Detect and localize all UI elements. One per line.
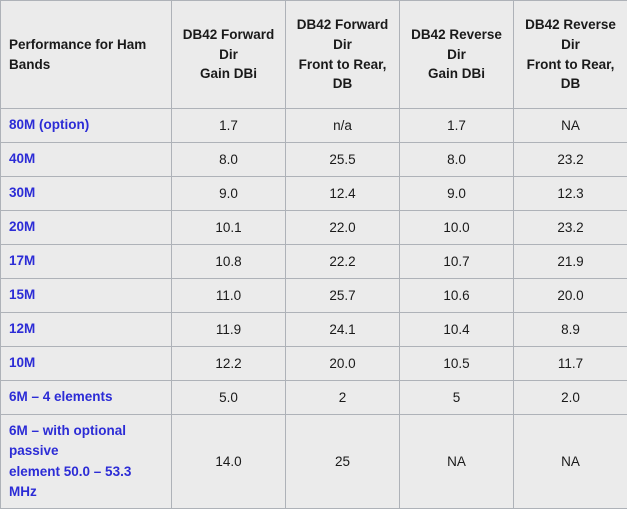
cell-reverse-front-to-rear: 12.3 [514,177,627,211]
table-row [1,109,627,143]
cell-forward-front-to-rear: 2 [286,381,400,415]
cell-reverse-gain: 8.0 [400,143,514,177]
cell-forward-front-to-rear: 25.7 [286,279,400,313]
band-label: 10M [1,347,172,381]
cell-reverse-front-to-rear: 21.9 [514,245,627,279]
band-label: 6M – 4 elements [1,381,172,415]
band-label: 17M [1,245,172,279]
cell-reverse-front-to-rear: 20.0 [514,279,627,313]
cell-reverse-front-to-rear: NA [514,109,627,143]
cell-forward-front-to-rear: 24.1 [286,313,400,347]
column-header-reverse-gain: DB42 Reverse Dir Gain DBi [400,1,514,109]
table-row [1,143,627,177]
cell-forward-gain: 5.0 [172,381,286,415]
table-row [1,381,627,415]
cell-reverse-gain: NA [400,415,514,509]
band-label: 12M [1,313,172,347]
cell-reverse-front-to-rear: 23.2 [514,211,627,245]
cell-forward-front-to-rear: 25.5 [286,143,400,177]
cell-reverse-front-to-rear: NA [514,415,627,509]
table-row [1,313,627,347]
cell-forward-gain: 9.0 [172,177,286,211]
cell-reverse-front-to-rear: 11.7 [514,347,627,381]
cell-forward-gain: 11.0 [172,279,286,313]
band-label: 15M [1,279,172,313]
cell-reverse-gain: 1.7 [400,109,514,143]
table-row [1,211,627,245]
band-label: 30M [1,177,172,211]
table-header-row [1,1,627,109]
cell-forward-gain: 10.1 [172,211,286,245]
column-header-reverse-front-to-rear: DB42 Reverse Dir Front to Rear, DB [514,1,627,109]
band-label: 20M [1,211,172,245]
column-header-forward-gain: DB42 Forward Dir Gain DBi [172,1,286,109]
table-row [1,279,627,313]
cell-forward-gain: 1.7 [172,109,286,143]
cell-reverse-gain: 9.0 [400,177,514,211]
cell-forward-front-to-rear: n/a [286,109,400,143]
table-row [1,245,627,279]
cell-reverse-gain: 10.0 [400,211,514,245]
table-body [1,109,627,509]
column-header-forward-front-to-rear: DB42 Forward Dir Front to Rear, DB [286,1,400,109]
cell-forward-front-to-rear: 22.0 [286,211,400,245]
cell-reverse-front-to-rear: 23.2 [514,143,627,177]
cell-forward-front-to-rear: 20.0 [286,347,400,381]
column-header-performance: Performance for Ham Bands [1,1,172,109]
cell-reverse-gain: 10.6 [400,279,514,313]
cell-forward-front-to-rear: 12.4 [286,177,400,211]
band-label: 40M [1,143,172,177]
cell-reverse-gain: 10.7 [400,245,514,279]
cell-forward-gain: 11.9 [172,313,286,347]
cell-forward-gain: 8.0 [172,143,286,177]
cell-reverse-gain: 10.4 [400,313,514,347]
cell-forward-gain: 12.2 [172,347,286,381]
cell-forward-gain: 10.8 [172,245,286,279]
table-row [1,347,627,381]
table-header [1,1,627,109]
cell-forward-front-to-rear: 22.2 [286,245,400,279]
band-label: 6M – with optional passive element 50.0 – 53.3 MHz [1,415,172,509]
cell-forward-gain: 14.0 [172,415,286,509]
band-label: 80M (option) [1,109,172,143]
cell-reverse-front-to-rear: 8.9 [514,313,627,347]
cell-reverse-gain: 10.5 [400,347,514,381]
cell-reverse-gain: 5 [400,381,514,415]
table-row [1,177,627,211]
cell-reverse-front-to-rear: 2.0 [514,381,627,415]
table-row [1,415,627,509]
cell-forward-front-to-rear: 25 [286,415,400,509]
